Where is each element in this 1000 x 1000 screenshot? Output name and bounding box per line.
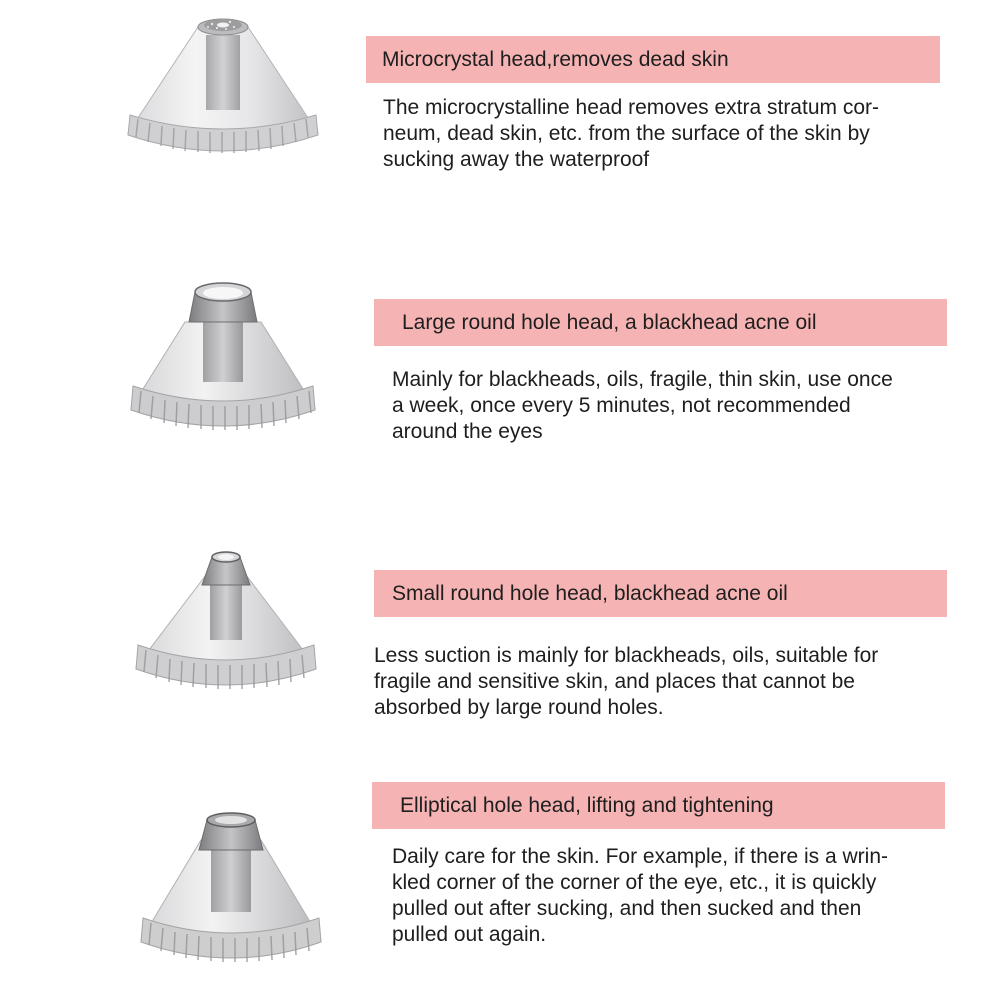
item-title: Large round hole head, a blackhead acne oil [402, 310, 817, 334]
product-item-microcrystal [0, 0, 1000, 250]
item-title-bar [374, 299, 947, 346]
small-round-hole-tip-icon [128, 545, 324, 705]
item-title-bar [372, 782, 945, 829]
product-item-large-round-hole [0, 250, 1000, 530]
elliptical-hole-tip-icon [133, 810, 329, 975]
microcrystal-tip-icon [118, 5, 328, 170]
item-description: Daily care for the skin. For example, if there is a wrin- kled corner of the corner of the eye, etc., it is quickly pulled out after sucking, and then sucked and then pulled out again. [392, 845, 889, 946]
item-description: The microcrystalline head removes extra stratum cor- neum, dead skin, etc. from the surface of the skin by sucking away the waterproof [383, 96, 879, 171]
item-title: Small round hole head, blackhead acne oil [392, 581, 788, 605]
item-title: Microcrystal head,removes dead skin [382, 47, 729, 71]
item-title-bar [374, 570, 947, 617]
item-description: Mainly for blackheads, oils, fragile, thin skin, use once a week, once every 5 minutes, not recommended around the eyes [392, 368, 893, 443]
item-title: Elliptical hole head, lifting and tightening [400, 793, 774, 817]
product-item-small-round-hole [0, 530, 1000, 770]
item-description: Less suction is mainly for blackheads, oils, suitable for fragile and sensitive skin, and places that cannot be absorbed by large round holes. [374, 644, 879, 719]
item-title-bar [366, 36, 940, 83]
product-item-elliptical-hole [0, 770, 1000, 1000]
large-round-hole-tip-icon [123, 280, 323, 445]
